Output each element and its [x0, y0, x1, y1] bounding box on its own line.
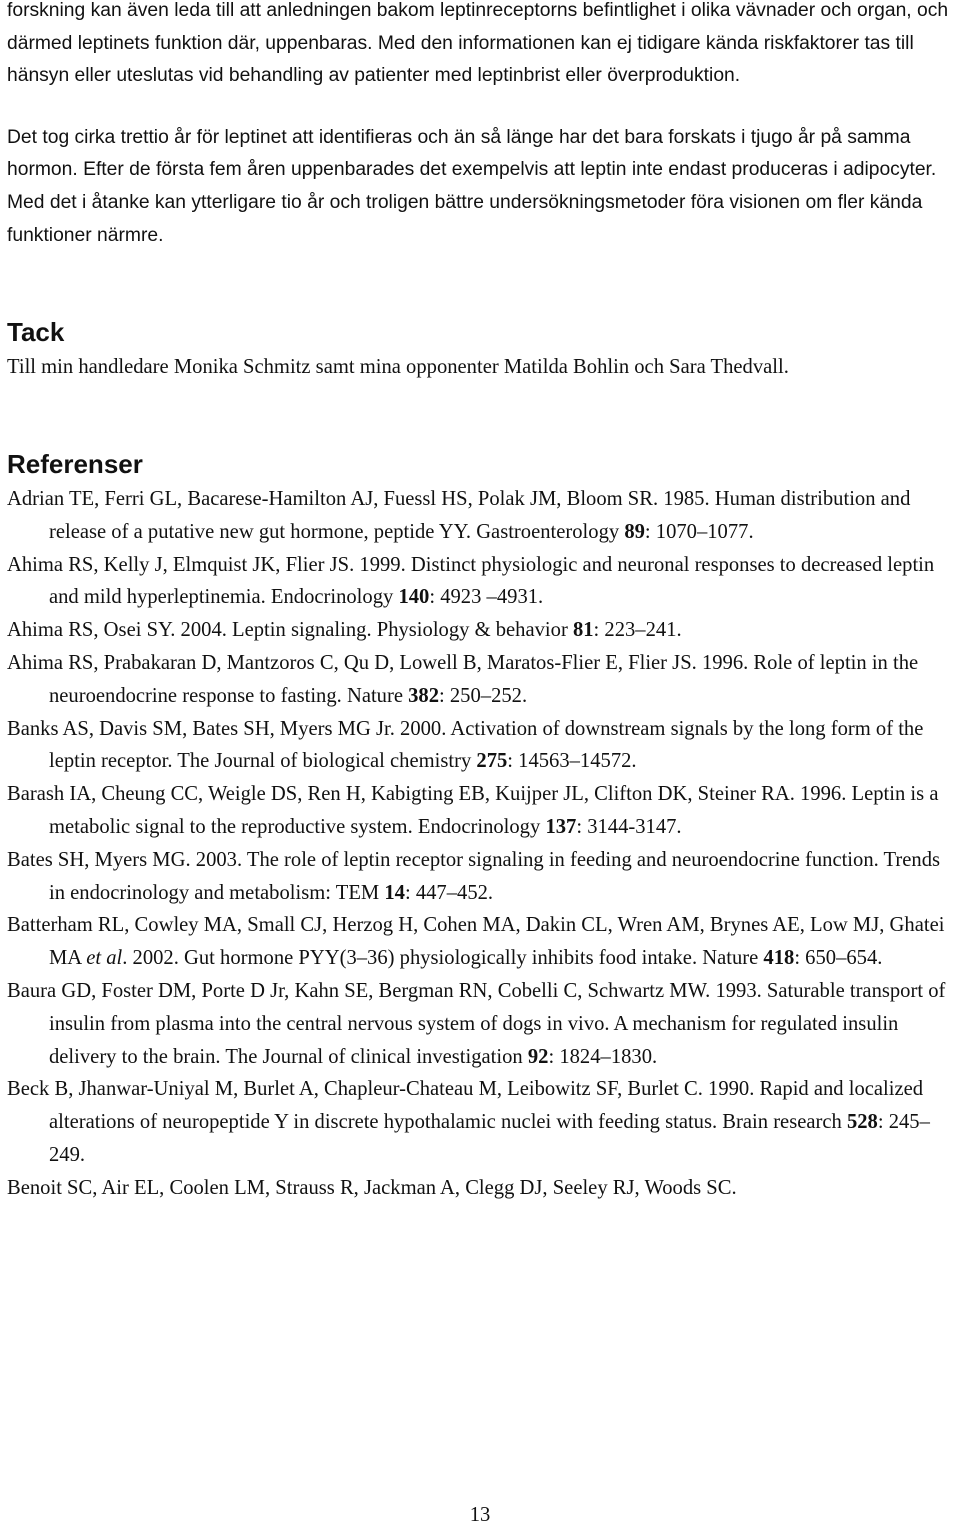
reference-text: Beck B, Jhanwar-Uniyal M, Burlet A, Chapleur-Chateau M, Leibowitz SF, Burlet C. 1990. Rapid and localized alterations of neuropeptide Y in discrete hypothalamic nuclei with feeding status. Brain research [7, 1078, 924, 1134]
reference-text: Barash IA, Cheung CC, Weigle DS, Ren H, Kabigting EB, Kuijper JL, Clifton DK, Steiner RA. 1996. Leptin is a metabolic signal to the reproductive system. Endocrinology [7, 783, 939, 838]
reference-item [7, 1172, 959, 1205]
reference-volume: 81 [572, 619, 594, 642]
reference-text: : 4923 –4931. [429, 586, 544, 609]
reference-text: : 14563–14572. [507, 750, 637, 773]
reference-item [7, 844, 959, 910]
reference-text: : 250–252. [439, 684, 528, 707]
reference-item [7, 483, 959, 549]
reference-text: Bates SH, Myers MG. 2003. The role of leptin receptor signaling in feeding and neuroendocrine function. Trends in endocrinology and metabolism: TEM [7, 848, 941, 904]
reference-text: Ahima RS, Prabakaran D, Mantzoros C, Qu D, Lowell B, Maratos-Flier E, Flier JS. 1996. Role of leptin in the neuroendocrine response to fasting. Nature [7, 651, 919, 707]
reference-item [7, 614, 959, 647]
reference-item [7, 549, 959, 615]
reference-text: Baura GD, Foster DM, Porte D Jr, Kahn SE, Bergman RN, Cobelli C, Schwartz MW. 1993. Saturable transport of insulin from plasma into the central nervous system of dogs in vivo. A mechanism for regulated insulin delivery to the brain. The Journal of clinical investigation [7, 979, 946, 1068]
reference-volume: 140 [398, 586, 430, 609]
reference-text: Adrian TE, Ferri GL, Bacarese-Hamilton AJ, Fuessl HS, Polak JM, Bloom SR. 1985. Human distribution and release of a putative new gut hormone, peptide YY. Gastroenterology [7, 487, 911, 543]
tack-heading: Tack [7, 317, 65, 348]
reference-volume: 275 [476, 750, 508, 773]
acknowledgements-text: Till min handledare Monika Schmitz samt mina opponenter Matilda Bohlin och Sara Thedvall. [7, 356, 789, 379]
reference-text: : 650–654. [794, 947, 883, 970]
reference-text: . 2002. Gut hormone PYY(3–36) physiologically inhibits food intake. Nature [122, 947, 764, 970]
reference-text: : 1070–1077. [644, 520, 754, 543]
reference-italic-text: et al [86, 947, 123, 970]
reference-volume: 92 [527, 1045, 549, 1068]
reference-volume: 418 [763, 947, 795, 970]
intro-paragraph: forskning kan även leda till att anledningen bakom leptinreceptorns befintlighet i olika vävnader och organ, och därmed leptinets funktion där, uppenbaras. Med den informationen kan ej tidigare kända riskfaktorer tas till hänsyn eller uteslutas vid behandling av patienter med leptinbrist eller överproduktion. [7, 0, 949, 87]
reference-item [7, 1073, 959, 1171]
reference-volume: 14 [384, 881, 405, 904]
reference-volume: 382 [408, 684, 440, 707]
reference-text: Banks AS, Davis SM, Bates SH, Myers MG Jr. 2000. Activation of downstream signals by the long form of the leptin receptor. The Journal of biological chemistry [7, 717, 924, 773]
reference-text: : 223–241. [593, 619, 682, 642]
reference-item [7, 647, 959, 713]
reference-text: : 1824–1830. [548, 1045, 658, 1068]
reference-volume: 89 [624, 520, 645, 543]
reference-text: Batterham RL, Cowley MA, Small CJ, Herzog H, Cohen MA, Dakin CL, Wren AM, Brynes AE, Low MJ, Ghatei MA [7, 914, 945, 970]
reference-volume: 528 [846, 1111, 878, 1134]
reference-text: Benoit SC, Air EL, Coolen LM, Strauss R, Jackman A, Clegg DJ, Seeley RJ, Woods SC. [7, 1176, 737, 1199]
reference-text: Ahima RS, Kelly J, Elmquist JK, Flier JS. 1999. Distinct physiologic and neuronal responses to decreased leptin and mild hyperleptinemia. Endocrinology [7, 553, 935, 609]
reference-item [7, 975, 959, 1073]
reference-item [7, 713, 959, 779]
reference-text: : 447–452. [404, 881, 494, 904]
reference-volume: 137 [545, 815, 577, 838]
reference-text: : 3144-3147. [576, 815, 682, 838]
reference-text: : 245–249. [49, 1111, 930, 1166]
reference-text: Ahima RS, Osei SY. 2004. Leptin signaling. Physiology & behavior [7, 619, 573, 642]
page-number: 13 [469, 1504, 491, 1526]
reference-item [7, 909, 959, 975]
references-list [7, 483, 959, 1205]
document-page [7, 0, 957, 1204]
references-heading: Referenser [7, 448, 143, 479]
body-paragraph: Det tog cirka trettio år för leptinet att identifieras och än så länge har det bara forskats i tjugo år på samma hormon. Efter de första fem åren uppenbarades det exempelvis att leptin inte endast produceras i adipocyter. Med det i åtanke kan ytterligare tio år och troligen bättre undersökningsmetoder föra visionen om fler kända funktioner närmre. [7, 126, 937, 246]
reference-item [7, 778, 959, 844]
